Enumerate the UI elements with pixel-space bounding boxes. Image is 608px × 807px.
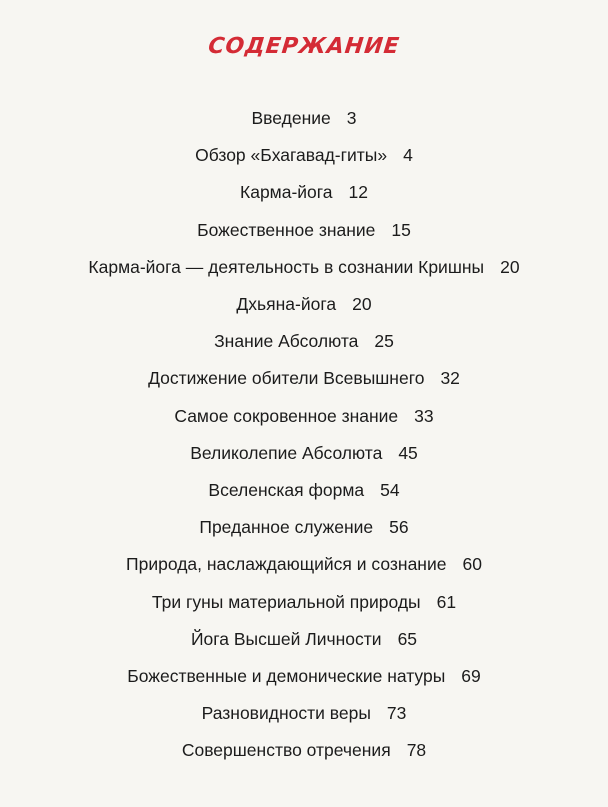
toc-entry-page: 69 (461, 665, 481, 686)
toc-entry (0, 100, 608, 137)
toc-entry-title: Карма-йога (240, 182, 333, 203)
toc-entry-title: Божественное знание (197, 219, 376, 240)
toc-entry (0, 323, 608, 360)
toc-entry-page: 15 (391, 219, 411, 240)
toc-entry (0, 621, 608, 658)
toc-entry (0, 212, 608, 249)
toc-entry (0, 398, 608, 435)
toc-entry-title: Самое сокровенное знание (174, 405, 399, 426)
toc-entry-title: Преданное служение (199, 517, 374, 538)
toc-entry-title: Знание Абсолюта (214, 331, 359, 352)
toc-entry-page: 56 (389, 517, 409, 538)
toc-entry-page: 60 (462, 554, 482, 575)
toc-entry-title: Достижение обители Всевышнего (148, 368, 425, 389)
toc-entry (0, 360, 608, 397)
toc-entry-page: 25 (374, 331, 394, 352)
toc-entry (0, 435, 608, 472)
toc-entry-page: 12 (348, 182, 368, 203)
toc-entry-page: 20 (352, 294, 372, 315)
toc-entry (0, 546, 608, 583)
toc-entry-page: 4 (403, 145, 413, 166)
toc-entry (0, 583, 608, 620)
toc-entry-title: Природа, наслаждающийся и сознание (126, 554, 447, 575)
toc-entry-title: Совершенство отречения (181, 740, 391, 761)
toc-entry-page: 61 (436, 591, 457, 612)
toc-entry-page: 3 (346, 108, 357, 129)
toc-entry-title: Йога Высшей Личности (190, 628, 382, 649)
toc-entry-title: Карма-йога — деятельность в сознании Кришны (88, 256, 485, 277)
toc-entry-page: 20 (500, 256, 520, 277)
toc-entry-page: 45 (398, 442, 418, 463)
toc-entry-title: Обзор «Бхагавад-гиты» (195, 145, 388, 166)
toc-entry (0, 472, 608, 509)
toc-entry-title: Введение (251, 108, 331, 129)
toc-entry-title: Три гуны материальной природы (151, 591, 421, 612)
toc-entry-page: 32 (440, 368, 460, 389)
toc-entry (0, 732, 608, 769)
toc-entry (0, 249, 608, 286)
toc-entry-title: Разновидности веры (201, 703, 371, 724)
toc-entry-page: 78 (406, 740, 427, 761)
toc-entry (0, 286, 608, 323)
toc-entry-title: Дхьяна-йога (236, 294, 337, 315)
toc-entry-title: Великолепие Абсолюта (190, 442, 383, 463)
toc-entry (0, 174, 608, 211)
toc-entry-page: 65 (397, 628, 418, 649)
table-of-contents (0, 100, 608, 769)
toc-entry-page: 73 (386, 703, 407, 724)
toc-entry-page: 54 (380, 479, 400, 500)
toc-entry (0, 658, 608, 695)
toc-entry-title: Божественные и демонические натуры (127, 665, 446, 686)
toc-entry (0, 695, 608, 732)
toc-entry-page: 33 (414, 405, 434, 426)
toc-entry-title: Вселенская форма (208, 479, 365, 500)
toc-entry (0, 137, 608, 174)
contents-heading: СОДЕРЖАНИЕ (206, 34, 402, 59)
toc-entry (0, 509, 608, 546)
